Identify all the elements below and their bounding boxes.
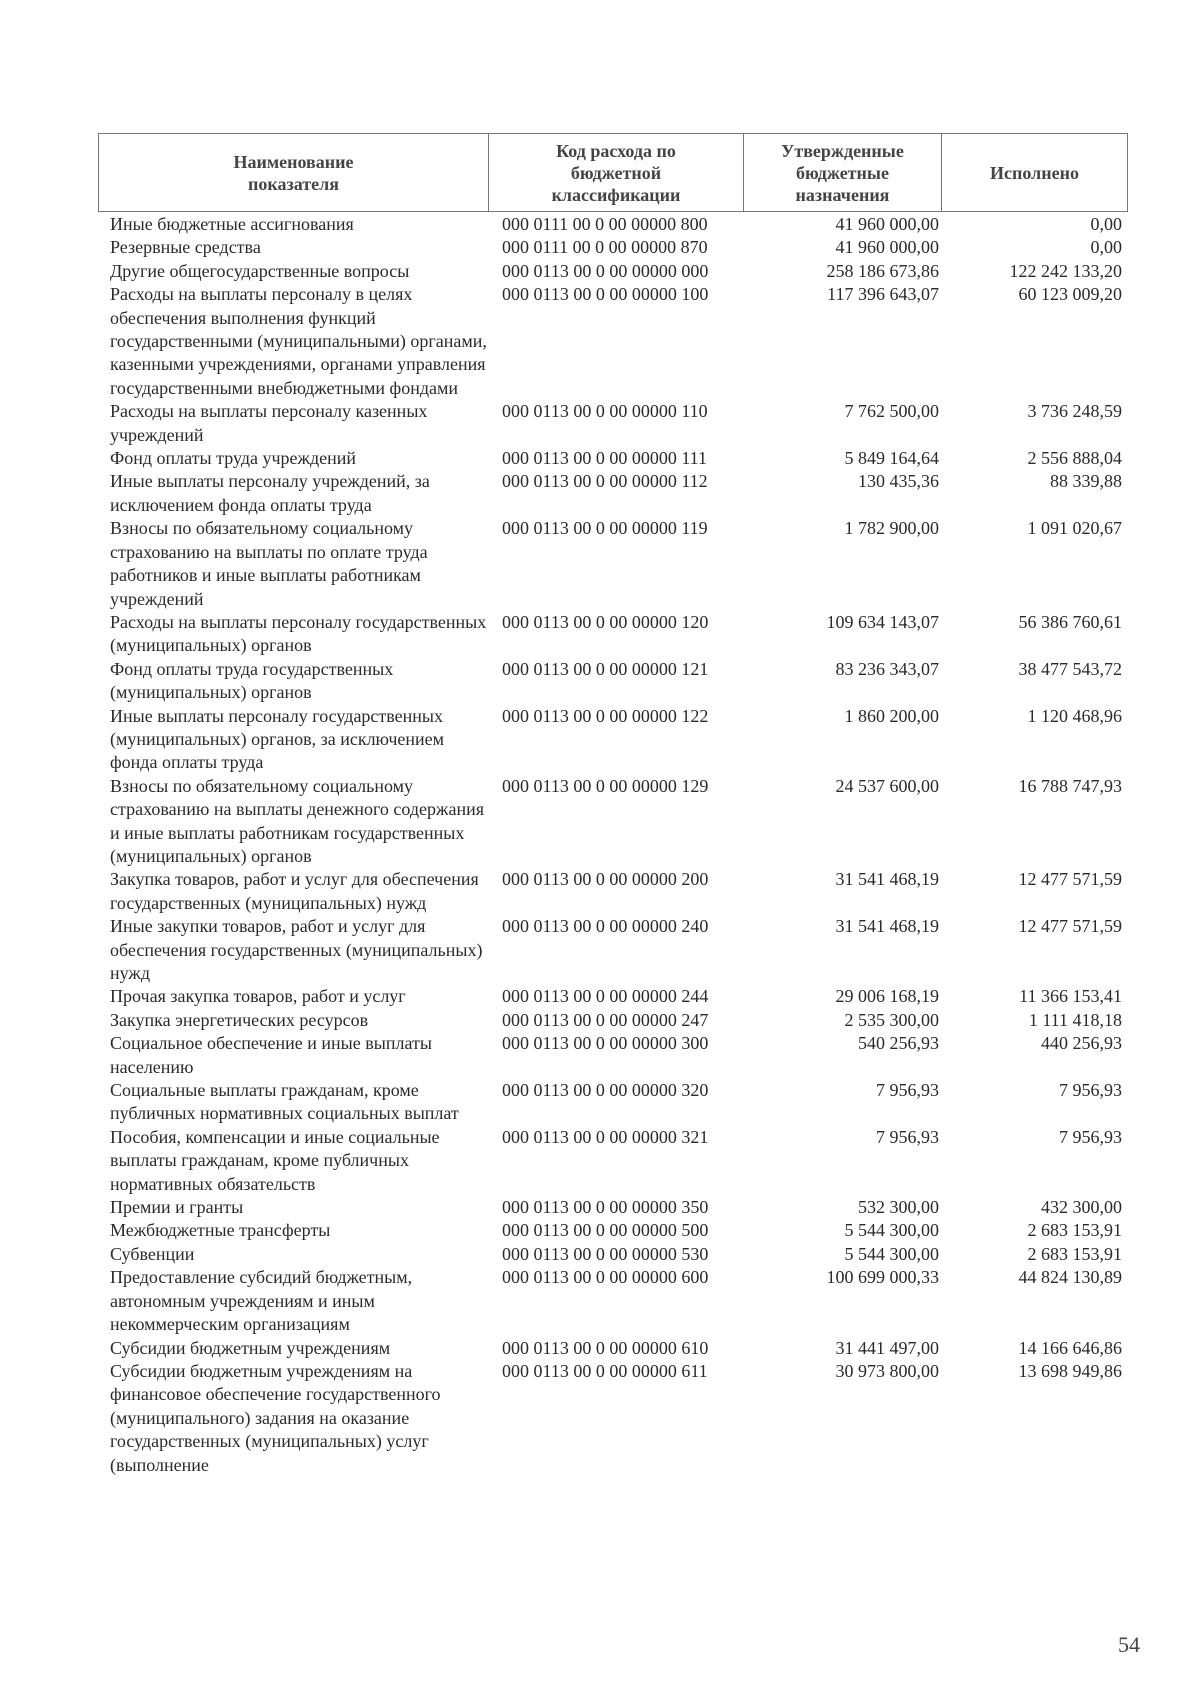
row-name: Фонд оплаты труда государственных (муниципальных) органов (110, 658, 394, 703)
table-row (98, 517, 1128, 611)
row-name: Субсидии бюджетным учреждениям (110, 1337, 391, 1358)
table-row (98, 705, 1128, 775)
row-name: Фонд оплаты труда учреждений (110, 448, 356, 469)
row-approved: 100 699 000,33 (826, 1267, 939, 1288)
table-row (98, 611, 1128, 658)
row-code: 000 0113 00 0 00 00000 600 (502, 1267, 709, 1288)
row-code: 000 0113 00 0 00 00000 300 (502, 1033, 709, 1054)
row-name: Премии и гранты (110, 1197, 244, 1218)
row-name: Социальные выплаты гражданам, кроме публичных нормативных социальных выплат (110, 1080, 459, 1124)
table-row (98, 1337, 1128, 1360)
row-executed: 14 166 646,86 (1018, 1337, 1122, 1358)
row-code: 000 0113 00 0 00 00000 350 (502, 1197, 709, 1218)
row-code: 000 0113 00 0 00 00000 120 (502, 611, 709, 632)
row-name: Социальное обеспечение и иные выплаты населению (110, 1033, 432, 1077)
row-code: 000 0113 00 0 00 00000 000 (502, 260, 709, 281)
row-code: 000 0113 00 0 00 00000 321 (502, 1126, 709, 1147)
row-approved: 29 006 168,19 (835, 986, 939, 1007)
row-executed: 2 683 153,91 (1027, 1243, 1122, 1264)
row-approved: 1 860 200,00 (844, 705, 939, 726)
row-approved: 31 541 468,19 (835, 869, 939, 890)
row-executed: 38 477 543,72 (1018, 658, 1122, 679)
table-row (98, 447, 1128, 470)
row-code: 000 0113 00 0 00 00000 320 (502, 1080, 709, 1101)
table-row (98, 985, 1128, 1008)
row-approved: 2 535 300,00 (844, 1009, 939, 1030)
row-code: 000 0113 00 0 00 00000 240 (502, 916, 709, 937)
row-approved: 41 960 000,00 (835, 237, 939, 258)
row-name: Прочая закупка товаров, работ и услуг (110, 986, 406, 1007)
row-code: 000 0113 00 0 00 00000 110 (502, 401, 708, 422)
row-code: 000 0113 00 0 00 00000 244 (502, 986, 709, 1007)
row-code: 000 0113 00 0 00 00000 610 (502, 1337, 709, 1358)
table-row (98, 1243, 1128, 1266)
row-name: Субвенции (110, 1243, 195, 1264)
row-approved: 5 544 300,00 (844, 1243, 939, 1264)
row-approved: 5 544 300,00 (844, 1220, 939, 1241)
row-approved: 83 236 343,07 (835, 658, 939, 679)
row-name: Иные бюджетные ассигнования (110, 214, 354, 234)
row-code: 000 0113 00 0 00 00000 129 (502, 775, 709, 796)
row-approved: 532 300,00 (858, 1197, 939, 1218)
header-approved-budget: Утвержденные бюджетные назначения (744, 134, 942, 211)
row-executed: 44 824 130,89 (1018, 1267, 1122, 1288)
row-name: Закупка товаров, работ и услуг для обеспечения государственных (муниципальных) нужд (110, 869, 479, 913)
header-indicator-name: Наименование показателя (99, 134, 489, 211)
row-approved: 5 849 164,64 (844, 448, 939, 469)
row-approved: 1 782 900,00 (844, 518, 939, 539)
row-executed: 11 366 153,41 (1019, 986, 1122, 1007)
row-approved: 31 541 468,19 (835, 916, 939, 937)
row-code: 000 0113 00 0 00 00000 530 (502, 1243, 709, 1264)
row-executed: 0,00 (1090, 214, 1122, 234)
row-executed: 12 477 571,59 (1018, 869, 1122, 890)
row-name: Закупка энергетических ресурсов (110, 1009, 369, 1030)
table-row (98, 236, 1128, 259)
row-name: Взносы по обязательному социальному страхованию на выплаты денежного содержания и иные выплаты работникам государственных (муниципальных) органов (110, 775, 485, 866)
header-expense-code: Код расхода по бюджетной классификации (489, 134, 744, 211)
row-name: Расходы на выплаты персоналу казенных учреждений (110, 401, 428, 445)
table-row (98, 1196, 1128, 1219)
table-row (98, 470, 1128, 517)
row-approved: 540 256,93 (858, 1033, 939, 1054)
row-approved: 7 956,93 (876, 1126, 939, 1147)
row-code: 000 0113 00 0 00 00000 111 (502, 448, 707, 469)
table-row (98, 1266, 1128, 1336)
table-row (98, 658, 1128, 705)
row-name: Расходы на выплаты персоналу в целях обеспечения выполнения функций государственными (муниципальными) органами, казенными учреждениями, органами управления государственными внебюджетными фондами (110, 284, 487, 398)
row-executed: 0,00 (1090, 237, 1122, 258)
row-executed: 56 386 760,61 (1018, 611, 1122, 632)
table-row (98, 283, 1128, 400)
row-name: Другие общегосударственные вопросы (110, 260, 410, 281)
row-executed: 440 256,93 (1041, 1033, 1122, 1054)
row-approved: 258 186 673,86 (826, 260, 939, 281)
row-executed: 7 956,93 (1059, 1080, 1122, 1101)
row-executed: 1 091 020,67 (1027, 518, 1122, 539)
row-code: 000 0113 00 0 00 00000 121 (502, 658, 709, 679)
row-approved: 31 441 497,00 (835, 1337, 939, 1358)
row-code: 000 0113 00 0 00 00000 500 (502, 1220, 709, 1241)
row-approved: 41 960 000,00 (835, 214, 939, 234)
row-name: Иные выплаты персоналу государственных (муниципальных) органов, за исключением фонда оплаты труда (110, 705, 445, 773)
row-code: 000 0113 00 0 00 00000 122 (502, 705, 709, 726)
row-name: Межбюджетные трансферты (110, 1220, 331, 1241)
table-row (98, 1219, 1128, 1242)
row-code: 000 0113 00 0 00 00000 247 (502, 1009, 709, 1030)
row-approved: 7 762 500,00 (844, 401, 939, 422)
row-code: 000 0113 00 0 00 00000 611 (502, 1360, 708, 1381)
row-name: Субсидии бюджетным учреждениям на финансовое обеспечение государственного (муниципального) задания на оказание государственных (муниципальных) услуг (выполнение (110, 1360, 441, 1475)
table-row (98, 1360, 1128, 1477)
table-row (98, 1009, 1128, 1032)
row-approved: 7 956,93 (876, 1080, 939, 1101)
row-approved: 109 634 143,07 (826, 611, 939, 632)
table-row (98, 915, 1128, 985)
row-approved: 24 537 600,00 (835, 775, 939, 796)
row-code: 000 0111 00 0 00 00000 800 (502, 214, 708, 234)
table-row (98, 400, 1128, 447)
row-executed: 2 556 888,04 (1027, 448, 1122, 469)
table-row (98, 775, 1128, 869)
row-approved: 117 396 643,07 (827, 284, 939, 305)
row-executed: 88 339,88 (1050, 471, 1122, 492)
table-header (98, 133, 1128, 212)
row-code: 000 0113 00 0 00 00000 200 (502, 869, 709, 890)
row-name: Расходы на выплаты персоналу государственных (муниципальных) органов (110, 611, 487, 656)
row-name: Резервные средства (110, 237, 261, 258)
table-row (98, 213, 1128, 236)
row-name: Иные закупки товаров, работ и услуг для обеспечения государственных (муниципальных) нужд (110, 916, 483, 983)
row-executed: 60 123 009,20 (1018, 284, 1122, 305)
row-executed: 122 242 133,20 (1009, 260, 1122, 281)
row-executed: 12 477 571,59 (1018, 916, 1122, 937)
row-name: Иные выплаты персоналу учреждений, за исключением фонда оплаты труда (110, 471, 430, 515)
row-approved: 30 973 800,00 (835, 1360, 939, 1381)
table-row (98, 868, 1128, 915)
table-row (98, 1126, 1128, 1196)
table-row (98, 1079, 1128, 1126)
table-row (98, 1032, 1128, 1079)
row-approved: 130 435,36 (858, 471, 939, 492)
row-code: 000 0111 00 0 00 00000 870 (502, 237, 708, 258)
table-row (98, 260, 1128, 283)
row-executed: 2 683 153,91 (1027, 1220, 1122, 1241)
row-name: Предоставление субсидий бюджетным, автономным учреждениям и иным некоммерческим организациям (110, 1267, 413, 1335)
table-body (98, 213, 1128, 1477)
row-name: Пособия, компенсации и иные социальные выплаты гражданам, кроме публичных нормативных обязательств (110, 1126, 440, 1194)
row-code: 000 0113 00 0 00 00000 112 (502, 471, 708, 492)
row-executed: 3 736 248,59 (1027, 401, 1122, 422)
header-executed: Исполнено (990, 162, 1079, 183)
row-executed: 13 698 949,86 (1018, 1360, 1122, 1381)
row-executed: 16 788 747,93 (1018, 775, 1122, 796)
page-number: 54 (1118, 1632, 1140, 1657)
row-executed: 1 111 418,18 (1028, 1009, 1122, 1030)
row-executed: 432 300,00 (1041, 1197, 1122, 1218)
row-executed: 7 956,93 (1059, 1126, 1122, 1147)
row-code: 000 0113 00 0 00 00000 100 (502, 284, 709, 305)
row-code: 000 0113 00 0 00 00000 119 (502, 518, 708, 539)
row-executed: 1 120 468,96 (1027, 705, 1122, 726)
row-name: Взносы по обязательному социальному страхованию на выплаты по оплате труда работников и иные выплаты работникам учреждений (110, 518, 428, 609)
